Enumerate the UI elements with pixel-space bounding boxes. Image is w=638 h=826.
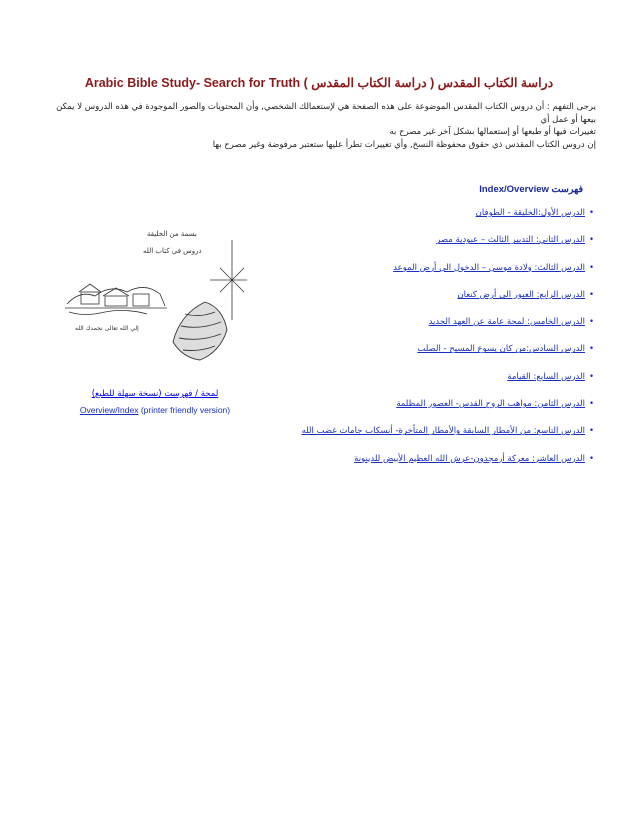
- intro-notice: [40, 101, 596, 151]
- bullet-icon: •: [588, 371, 594, 382]
- bullet-icon: •: [588, 262, 594, 273]
- bullet-icon: •: [588, 317, 594, 328]
- image-caption-english: [55, 405, 255, 415]
- bullet-icon: •: [588, 399, 594, 410]
- lesson-link-10[interactable]: الدرس العاشر: معركة أرمجدون-عرش الله العظيم الأبيض للدينونة: [354, 453, 585, 464]
- lesson-item: [294, 399, 594, 426]
- lesson-list: [294, 208, 594, 481]
- bullet-icon: •: [588, 289, 594, 300]
- printer-friendly-label: (printer friendly version): [138, 405, 231, 415]
- bullet-icon: •: [588, 344, 594, 355]
- intro-line: تغييرات فيها أو طبعها أو إستعمالها بشكل آخر غير مصرح به: [389, 127, 596, 137]
- bullet-icon: •: [588, 208, 594, 218]
- image-caption-arabic: [60, 389, 250, 399]
- lesson-link-1[interactable]: الدرس الأول:الخليقة - الطوفان: [475, 208, 585, 218]
- lesson-item: [294, 290, 594, 317]
- index-heading: فهرست Index/Overview: [479, 184, 583, 195]
- lesson-link-7[interactable]: الدرس السابع: القيامة: [507, 371, 585, 382]
- lesson-item: [294, 208, 594, 235]
- lesson-item: [294, 372, 594, 399]
- lesson-link-2[interactable]: الدرس الثاني: التدبير الثالث – عبودية مصر: [436, 235, 585, 246]
- lesson-link-8[interactable]: الدرس الثامن: مواهب الروح القدس- العصور المظلمة: [396, 399, 585, 410]
- bible-study-sketch-image[interactable]: [55, 222, 247, 374]
- lesson-item: [294, 263, 594, 290]
- lesson-item: [294, 454, 594, 481]
- open-book-icon: [173, 302, 227, 360]
- lesson-link-4[interactable]: الدرس الرابع: العبور الى أرض كنعان: [457, 289, 585, 300]
- lesson-item: [294, 344, 594, 371]
- lesson-item: [294, 235, 594, 262]
- sketch-handwriting-line: دروس في كتاب الله: [143, 247, 202, 255]
- bullet-icon: •: [588, 235, 594, 246]
- lesson-item: [294, 317, 594, 344]
- intro-line: إن دروس الكتاب المقدس ذي حقوق محفوظة النسخ, وأي تغييرات تطرأ عليها ستعتبر مرفوضة وغير مصرح بها: [212, 139, 596, 150]
- page-title: Arabic Bible Study- Search for Truth ( دراسة الكتاب المقدس ) دراسة الكتاب المقدس: [84, 76, 554, 90]
- lesson-link-6[interactable]: الدرس السادس:من كان يسوع المسيح - الصلب: [417, 344, 585, 355]
- overview-index-link-arabic[interactable]: لمحة / فهرست (نسخة سهلة للطبع): [91, 389, 219, 399]
- lesson-link-3[interactable]: الدرس الثالث: ولادة موسى – الدخول الى أرض الموعد: [393, 262, 585, 273]
- overview-index-link[interactable]: Overview/Index: [79, 405, 139, 415]
- bullet-icon: •: [588, 453, 594, 464]
- landscape-sketch: [65, 284, 167, 315]
- lesson-item: [294, 426, 594, 453]
- sketch-handwriting-line: إلي الله تعالى نحمدك الله: [75, 325, 139, 332]
- intro-line: يرجى التفهم : أن دروس الكتاب المقدس الموضوعة على هذه الصفحة هي لإستعمالك الشخصي, وأن المحتويات والصور الموجودة في هذه الدروس لا يمكن بيعها أو عمل أي: [56, 102, 596, 125]
- sketch-handwriting-line: بسمة من الخليقة: [147, 230, 197, 238]
- bullet-icon: •: [588, 426, 594, 437]
- lesson-link-5[interactable]: الدرس الخامس: لمحة عامة عن العهد الجديد: [428, 317, 585, 328]
- lesson-link-9[interactable]: الدرس التاسع: من الأمطار السابقة والأمطار المتأخرة- أنسكاب جامات غضب الله: [301, 426, 585, 437]
